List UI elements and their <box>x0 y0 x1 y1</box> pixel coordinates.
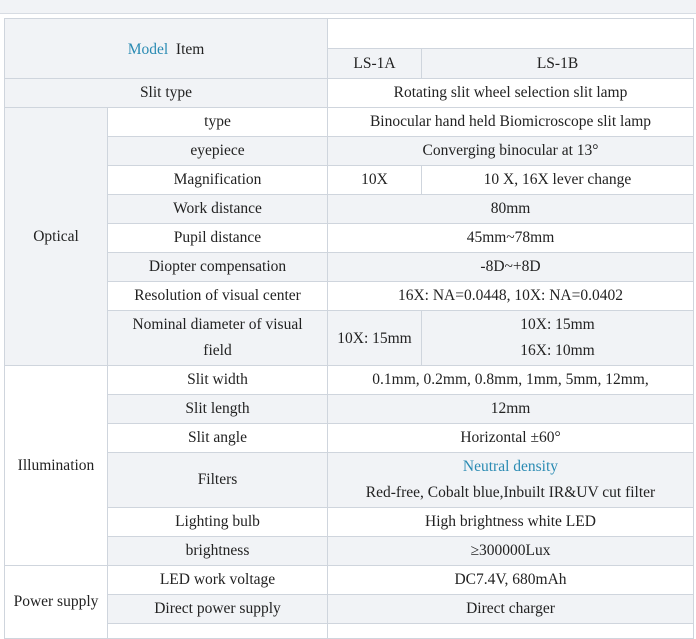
filters-label: Filters <box>108 453 328 508</box>
table-row <box>5 366 694 395</box>
slit-type-value: Rotating slit wheel selection slit lamp <box>328 79 694 108</box>
brightness-label: brightness <box>108 537 328 566</box>
slit-type-label: Slit type <box>5 79 328 108</box>
table-row <box>5 224 694 253</box>
slit-length-label: Slit length <box>108 395 328 424</box>
slit-angle-value: Horizontal ±60° <box>328 424 694 453</box>
table-row <box>5 395 694 424</box>
diopter-label: Diopter compensation <box>108 253 328 282</box>
slit-width-value: 0.1mm, 0.2mm, 0.8mm, 1mm, 5mm, 12mm, <box>328 366 694 395</box>
model-item-header-cell <box>5 19 328 79</box>
field-diameter-value-b-line2: 16X: 10mm <box>520 342 595 359</box>
header-blank-cell <box>328 19 694 49</box>
magnification-label: Magnification <box>108 166 328 195</box>
model-a-header: LS-1A <box>328 49 422 79</box>
filters-value-line1: Neutral density <box>462 458 559 475</box>
slit-length-value: 12mm <box>328 395 694 424</box>
work-distance-value: 80mm <box>328 195 694 224</box>
lighting-bulb-label: Lighting bulb <box>108 508 328 537</box>
optical-type-label: type <box>108 108 328 137</box>
magnification-value-a: 10X <box>328 166 422 195</box>
illumination-group-label: Illumination <box>5 366 108 566</box>
magnification-value-b: 10 X, 16X lever change <box>422 166 694 195</box>
model-label: Model <box>127 40 169 58</box>
item-label: Item <box>175 40 205 58</box>
direct-power-label: Direct power supply <box>108 595 328 624</box>
table-row <box>5 595 694 624</box>
field-diameter-value-a: 10X: 15mm <box>328 311 422 366</box>
table-row <box>5 166 694 195</box>
resolution-value: 16X: NA=0.0448, 10X: NA=0.0402 <box>328 282 694 311</box>
slit-width-label: Slit width <box>108 366 328 395</box>
table-row <box>5 537 694 566</box>
field-diameter-label-line2: field <box>203 342 232 359</box>
table-row <box>5 311 694 366</box>
field-diameter-value-b-line1: 10X: 15mm <box>520 316 595 333</box>
eyepiece-label: eyepiece <box>108 137 328 166</box>
table-row <box>5 424 694 453</box>
eyepiece-value: Converging binocular at 13° <box>328 137 694 166</box>
table-row <box>5 282 694 311</box>
optical-type-value: Binocular hand held Biomicroscope slit lamp <box>328 108 694 137</box>
header-row <box>5 19 694 49</box>
table-row <box>5 137 694 166</box>
brightness-value: ≥300000Lux <box>328 537 694 566</box>
table-row-empty <box>5 624 694 639</box>
table-row <box>5 79 694 108</box>
table-row <box>5 195 694 224</box>
field-diameter-label-line1: Nominal diameter of visual <box>132 316 303 333</box>
filters-value <box>328 453 694 508</box>
pupil-distance-label: Pupil distance <box>108 224 328 253</box>
empty-cell <box>108 624 328 639</box>
pupil-distance-value: 45mm~78mm <box>328 224 694 253</box>
optical-group-label: Optical <box>5 108 108 366</box>
power-group-label: Power supply <box>5 566 108 639</box>
table-row <box>5 108 694 137</box>
table-row <box>5 508 694 537</box>
slit-angle-label: Slit angle <box>108 424 328 453</box>
table-row <box>5 453 694 508</box>
field-diameter-label <box>108 311 328 366</box>
top-bar <box>0 0 696 14</box>
table-row <box>5 253 694 282</box>
led-voltage-value: DC7.4V, 680mAh <box>328 566 694 595</box>
spec-table <box>4 18 694 639</box>
field-diameter-value-b <box>422 311 694 366</box>
led-voltage-label: LED work voltage <box>108 566 328 595</box>
table-row <box>5 566 694 595</box>
model-b-header: LS-1B <box>422 49 694 79</box>
direct-power-value: Direct charger <box>328 595 694 624</box>
diopter-value: -8D~+8D <box>328 253 694 282</box>
lighting-bulb-value: High brightness white LED <box>328 508 694 537</box>
empty-cell <box>328 624 694 639</box>
resolution-label: Resolution of visual center <box>108 282 328 311</box>
work-distance-label: Work distance <box>108 195 328 224</box>
filters-value-line2: Red-free, Cobalt blue,Inbuilt IR&UV cut filter <box>365 484 656 501</box>
